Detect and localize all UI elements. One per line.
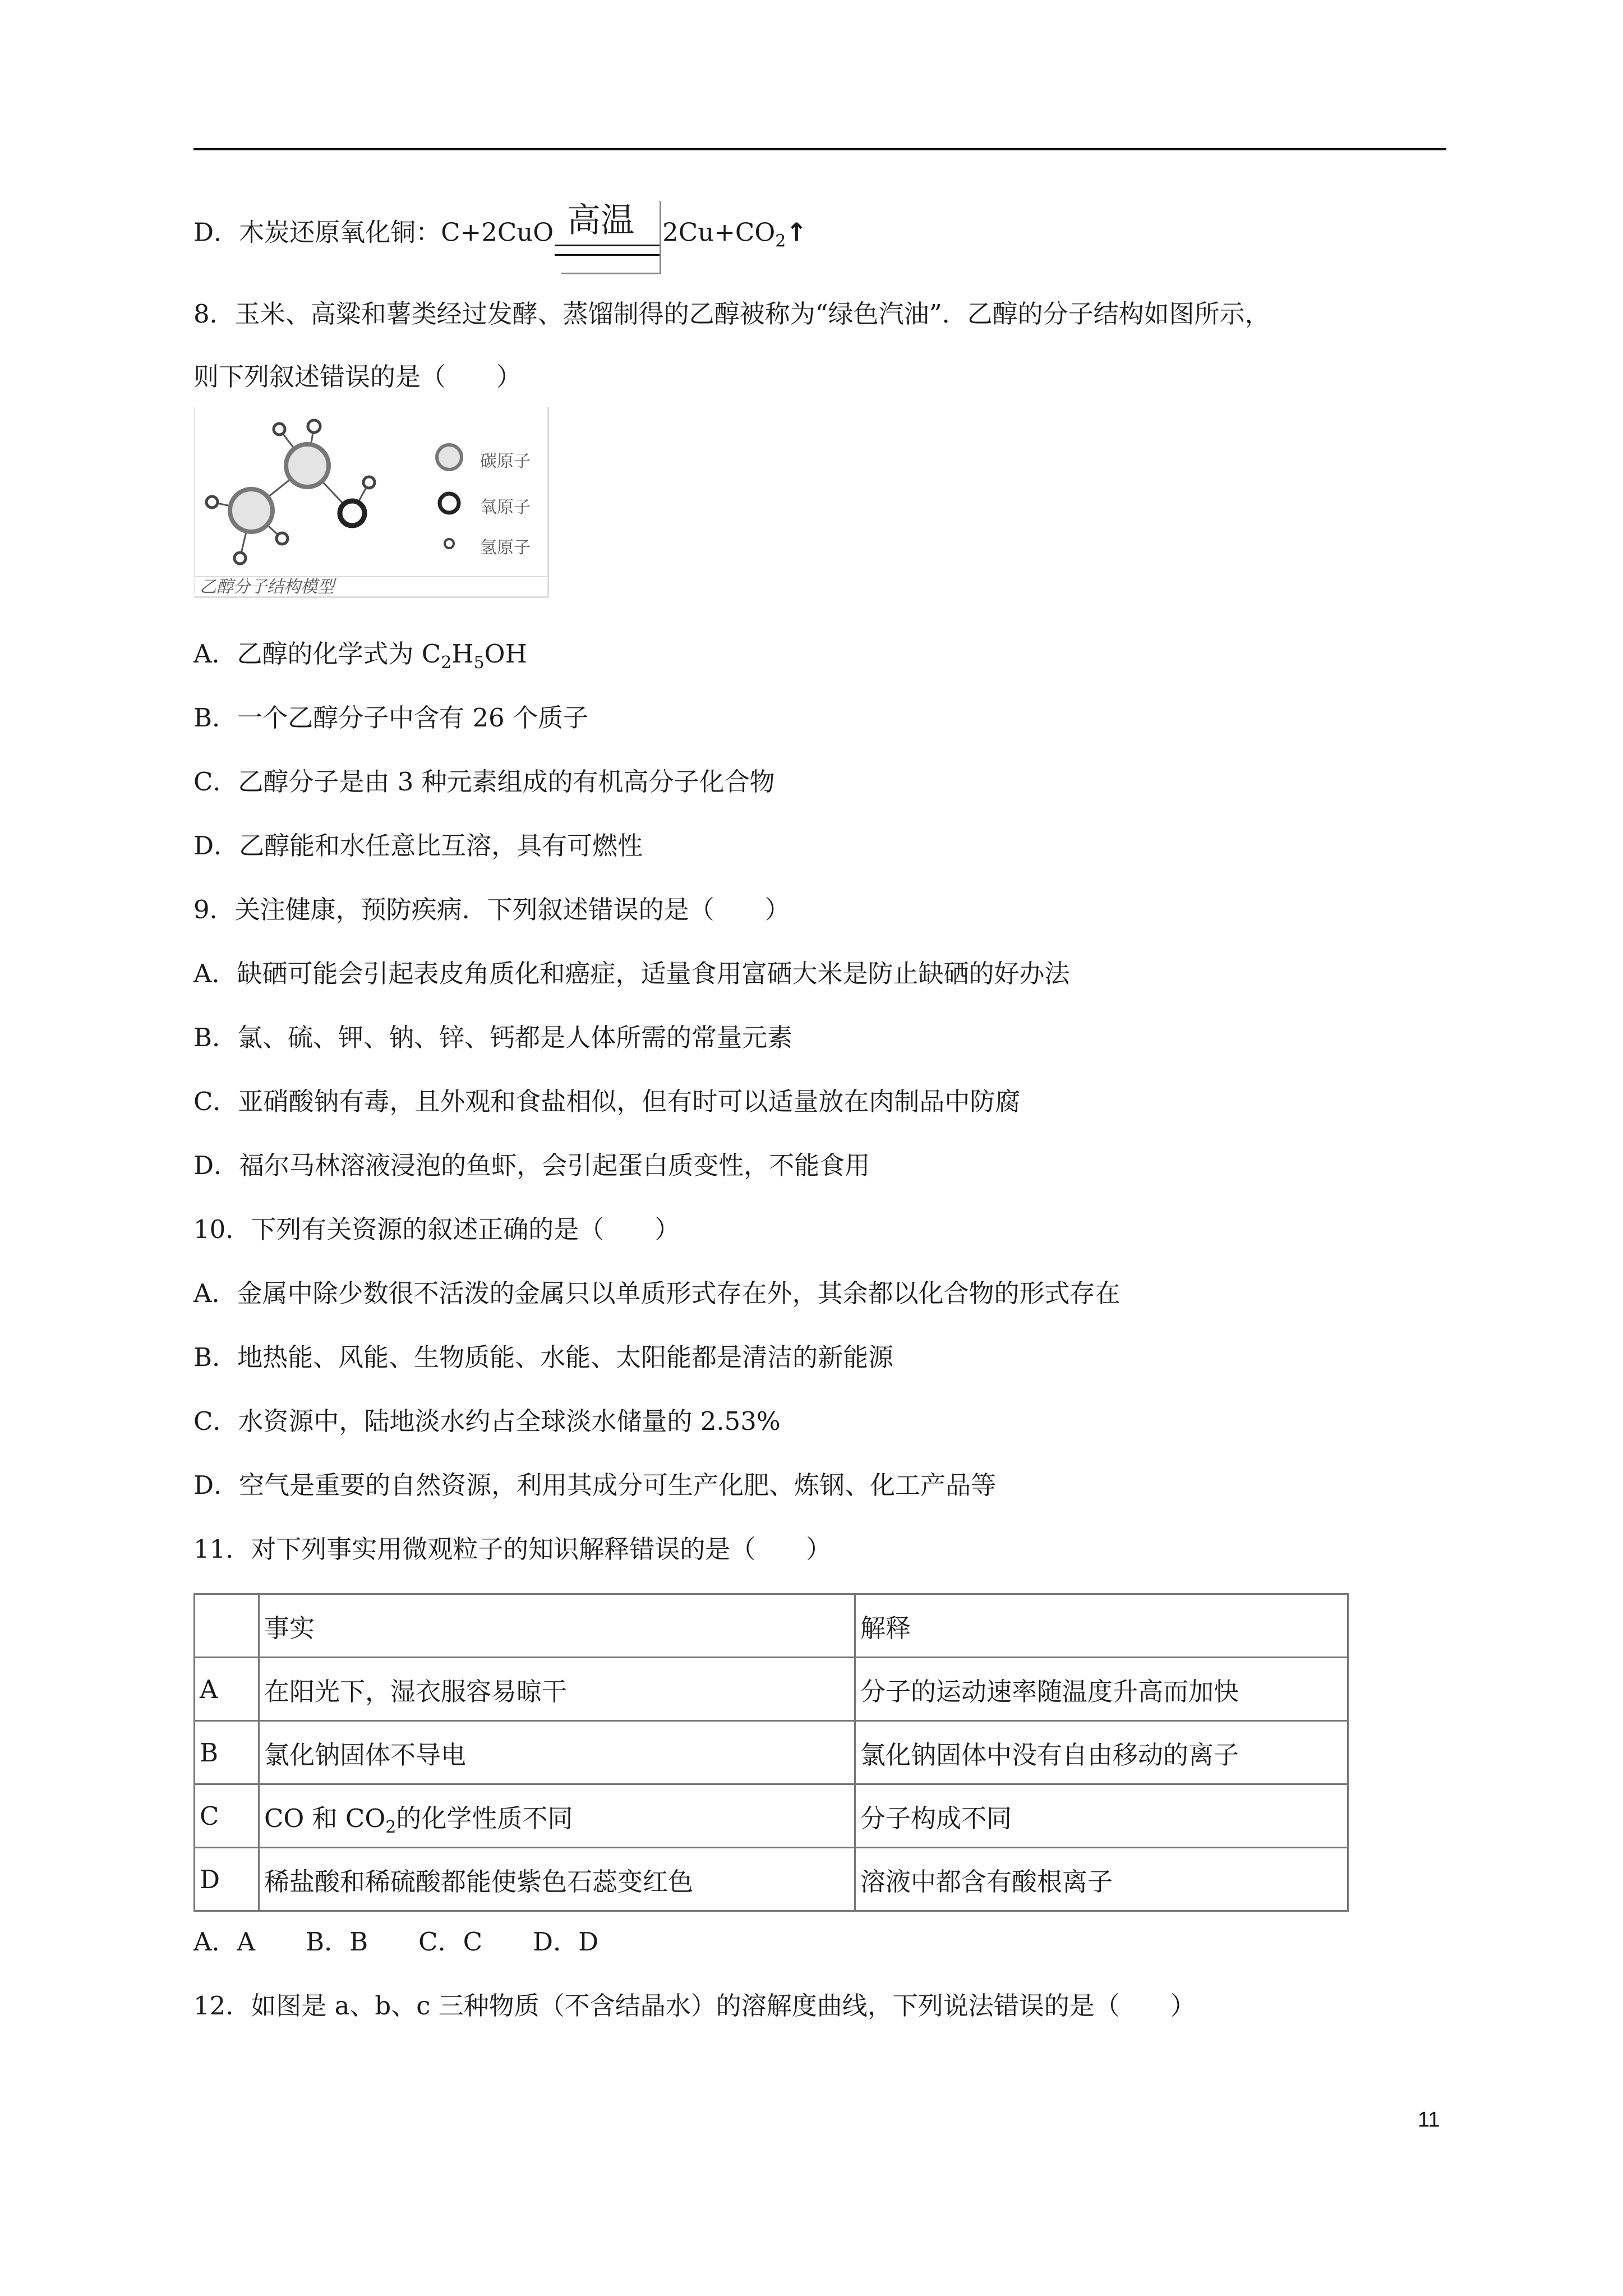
condition-label: 高温: [567, 201, 635, 240]
q10-option-a: A．金属中除少数很不活泼的金属只以单质形式存在外，其余都以化合物的形式存在: [193, 1278, 1121, 1308]
q10-option-d: D．空气是重要的自然资源，利用其成分可生产化肥、炼钢、化工产品等: [193, 1470, 997, 1500]
reaction-condition: [555, 201, 661, 268]
ethanol-model-figure: [193, 407, 549, 598]
q9-option-d: D．福尔马林溶液浸泡的鱼虾，会引起蛋白质变性，不能食用: [193, 1151, 870, 1180]
table-row: C CO 和 $CO_2$的化学性质不同 分子构成不同: [195, 1784, 1348, 1848]
q9-option-a: A．缺硒可能会引起表皮角质化和癌症，适量食用富硒大米是防止缺硒的好办法: [193, 959, 1070, 988]
legend-carbon-label: 碳原子: [480, 452, 531, 471]
q9-option-c: C．亚硝酸钠有毒，且外观和食盐相似，但有时可以适量放在肉制品中防腐: [193, 1087, 1021, 1116]
q7-option-d: D．木炭还原氧化铜：C+2CuO 高温 $2Cu+CO_2↑$: [193, 201, 807, 268]
gas-arrow-icon: ↑: [786, 217, 808, 247]
q11-options: A．A B．B C．C D．D: [193, 1927, 599, 1957]
q8-option-d: D．乙醇能和水任意比互溶，具有可燃性: [193, 831, 643, 861]
q8-option-b: B．一个乙醇分子中含有 26 个质子: [193, 703, 588, 733]
q10-option-c: C．水资源中，陆地淡水约占全球淡水储量的 2.53%: [193, 1406, 781, 1436]
legend-carbon-icon: [437, 445, 462, 470]
q11-stem: 11．对下列事实用微观粒子的知识解释错误的是（ ）: [193, 1534, 832, 1564]
q9-option-b: B．氯、硫、钾、钠、锌、钙都是人体所需的常量元素: [193, 1023, 793, 1052]
hydrogen-atom: [206, 420, 375, 564]
table-header-row: 事实 解释: [195, 1594, 1348, 1658]
header-rule: [193, 148, 1446, 150]
q8-stem-line1: 8．玉米、高粱和薯类经过发酵、蒸馏制得的乙醇被称为“绿色汽油”．乙醇的分子结构如图所示，: [193, 299, 1270, 329]
legend-oxygen-icon: [440, 494, 459, 513]
q8-option-c: C．乙醇分子是由 3 种元素组成的有机高分子化合物: [193, 767, 775, 797]
q9-stem: 9．关注健康，预防疾病．下列叙述错误的是（ ）: [193, 895, 790, 924]
legend-hydrogen-label: 氢原子: [480, 538, 531, 558]
page-number: 11: [1418, 2108, 1440, 2132]
table-row: A 在阳光下，湿衣服容易晾干 分子的运动速率随温度升高而加快: [195, 1658, 1348, 1721]
figure-caption: 乙醇分子结构模型: [200, 577, 334, 597]
equals-sign: [555, 245, 661, 256]
legend-hydrogen-icon: [445, 539, 454, 548]
table-row: B 氯化钠固体不导电 氯化钠固体中没有自由移动的离子: [195, 1721, 1348, 1784]
q8-stem-line2: 则下列叙述错误的是（ ）: [193, 362, 522, 392]
q8-option-a: A．乙醇的化学式为 $C_2H_5OH$: [193, 639, 527, 673]
q10-option-b: B．地热能、风能、生物质能、水能、太阳能都是清洁的新能源: [193, 1342, 894, 1372]
table-row: D 稀盐酸和稀硫酸都能使紫色石蕊变红色 溶液中都含有酸根离子: [195, 1848, 1348, 1911]
oxygen-atom: [340, 501, 365, 526]
q12-stem: 12．如图是 a、b、c 三种物质（不含结晶水）的溶解度曲线，下列说法错误的是（ ）: [193, 1991, 1196, 2021]
q10-stem: 10．下列有关资源的叙述正确的是（ ）: [193, 1214, 680, 1244]
q11-table: [193, 1593, 1349, 1912]
legend-oxygen-label: 氧原子: [480, 498, 531, 517]
